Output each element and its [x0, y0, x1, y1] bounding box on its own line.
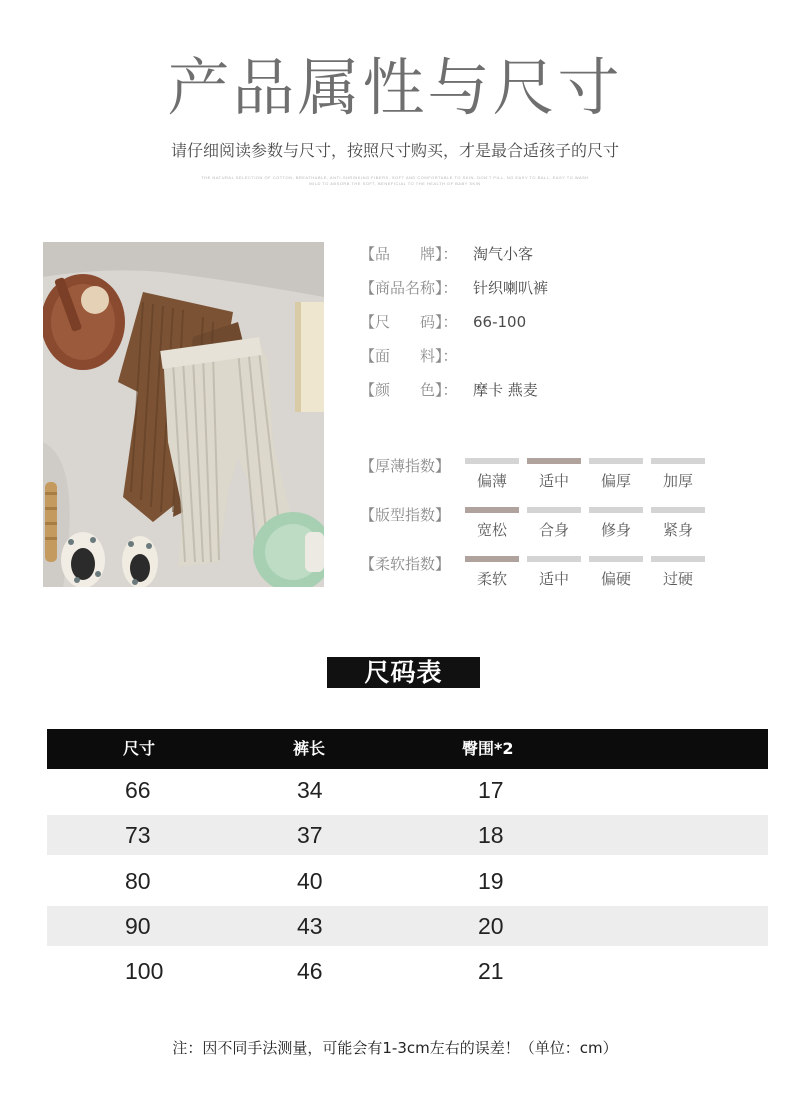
fine-print-line-2: MILD TO ABSORB THE SOFT, BENEFICIAL TO THE HEALTH OF BABY SKIN: [309, 181, 481, 186]
fine-print-line-1: THE NATURAL SELECTION OF COTTON, BREATHABLE, ANTI-SHRINKING FIBERS, SOFT AND COMFORTABLE TO SKIN, DON'T PILL, NO EASY TO BALL, EASY TO WASH: [201, 175, 589, 180]
header-cell-hip: 臀围*2: [462, 739, 514, 758]
table-row: [47, 951, 768, 991]
index-bar: [589, 458, 643, 464]
index-option: 加厚: [662, 472, 693, 490]
index-bar: [465, 458, 519, 464]
table-row: [47, 815, 768, 855]
index-option: 紧身: [662, 521, 693, 539]
attr-label: 【颜 色】：: [360, 381, 458, 399]
index-option: 修身: [600, 521, 631, 539]
table-row: [47, 861, 768, 901]
index-bar: [651, 556, 705, 562]
index-label: 【版型指数】: [360, 506, 451, 524]
table-cell: 46: [297, 958, 323, 985]
attr-value: 66-100: [473, 313, 527, 331]
table-cell: 21: [478, 958, 504, 985]
index-bar: [651, 458, 705, 464]
table-cell: 100: [125, 958, 164, 985]
table-cell: 37: [297, 822, 323, 849]
index-bar: [527, 556, 581, 562]
index-option: 偏硬: [600, 570, 631, 588]
table-cell: 66: [125, 777, 151, 803]
attr-value: 摩卡 燕麦: [473, 381, 538, 399]
index-option: 柔软: [476, 570, 507, 588]
attr-label: 【面 料】：: [360, 347, 458, 365]
index-label: 【柔软指数】: [360, 555, 451, 573]
index-option: 宽松: [476, 521, 507, 539]
index-bar: [527, 507, 581, 513]
table-cell: 19: [478, 867, 504, 894]
table-cell: 17: [478, 777, 504, 803]
table-cell: 20: [478, 912, 504, 939]
index-bar: [527, 458, 581, 464]
attr-label: 【尺 码】：: [360, 313, 458, 331]
index-option: 偏厚: [600, 472, 631, 490]
index-option: 过硬: [662, 570, 693, 588]
index-bar: [589, 507, 643, 513]
table-cell: 34: [297, 777, 323, 803]
size-chart-title: 尺码表: [327, 657, 480, 688]
table-cell: 43: [297, 912, 323, 939]
table-row: [47, 906, 768, 946]
header-cell-size: 尺寸: [123, 739, 156, 758]
table-cell: 73: [125, 822, 151, 849]
measurement-note: 注：因不同手法测量，可能会有1-3cm左右的误差！（单位：cm）: [172, 1039, 618, 1057]
index-label: 【厚薄指数】: [360, 457, 451, 475]
index-option: 适中: [538, 570, 569, 588]
table-cell: 40: [297, 867, 323, 894]
table-cell: 18: [478, 822, 504, 849]
index-option: 偏薄: [476, 472, 507, 490]
index-bar: [465, 507, 519, 513]
table-row: [47, 770, 768, 810]
index-bar: [651, 507, 705, 513]
product-photo: [43, 242, 324, 587]
table-cell: 90: [125, 912, 151, 939]
index-option: 合身: [538, 521, 569, 539]
attr-label: 【品 牌】：: [360, 245, 458, 263]
page-subtitle: 请仔细阅读参数与尺寸，按照尺寸购买，才是最合适孩子的尺寸: [170, 141, 619, 160]
index-bar: [465, 556, 519, 562]
header-cell-length: 裤长: [293, 739, 326, 758]
attr-value: 淘气小客: [473, 245, 534, 263]
attr-value: 针织喇叭裤: [473, 279, 549, 297]
attr-label: 【商品名称】：: [360, 279, 458, 297]
index-option: 适中: [538, 472, 569, 490]
page-title: 产品属性与尺寸: [167, 51, 623, 124]
size-table-header: [47, 729, 768, 769]
table-cell: 80: [125, 867, 151, 894]
index-bar: [589, 556, 643, 562]
